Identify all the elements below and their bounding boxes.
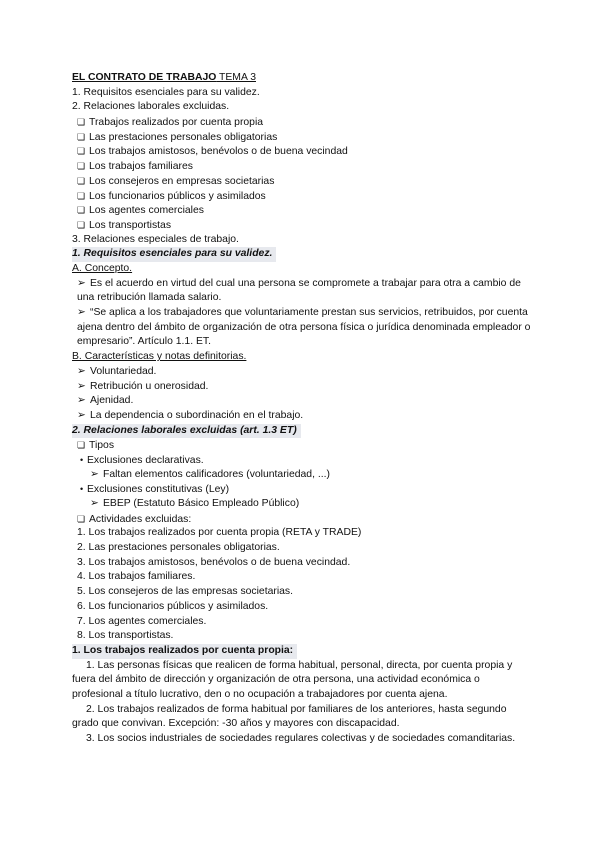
list-item: ➢ Voluntariedad. [72,365,532,380]
checkbox-bullet-icon: ❏ [77,161,86,172]
arrow-bullet-icon: ➢ [77,307,86,319]
index-item: 2. Relaciones laborales excluidas. [72,101,230,113]
checkbox-bullet-icon: ❏ [77,131,86,142]
section-heading: 2. Relaciones laborales excluidas (art. 1.3 ET) [72,424,532,439]
checkbox-bullet-icon: ❏ [77,117,86,128]
index-subitem: ❏ Los trabajos amistosos, benévolos o de buena vecindad [77,146,348,158]
numbered-item: 7. Los agentes comerciales. [77,615,207,627]
section-heading: 1. Los trabajos realizados por cuenta propia: [72,644,532,659]
list-item: • Exclusiones constitutivas (Ley) [80,484,230,496]
arrow-bullet-icon: ➢ [90,468,99,480]
arrow-bullet-icon: ➢ [77,277,86,289]
dot-bullet-icon: • [80,454,84,465]
numbered-item: 4. Los trabajos familiares. [77,571,196,583]
checkbox-bullet-icon: ❏ [77,205,86,216]
arrow-bullet-icon: ➢ [77,365,86,377]
checkbox-bullet-icon: ❏ [77,219,86,230]
checkbox-bullet-icon: ❏ [77,513,86,524]
numbered-item: 1. Los trabajos realizados por cuenta propia (RETA y TRADE) [77,527,362,539]
index-subitem: ❏ Los trabajos familiares [77,161,193,173]
list-item: ❏ Actividades excluidas: [77,513,192,525]
arrow-bullet-icon: ➢ [77,380,86,392]
paragraph: ➢ “Se aplica a los trabajadores que voluntariamente prestan sus servicios, retribuidos, por cuenta ajena dentro del ámbito de organización de otra persona física o jurídica denominada empleador o empresario”. Artículo 1.1. ET. [77,307,531,348]
index-item: 1. Requisitos esenciales para su validez. [72,86,260,98]
numbered-item: 6. Los funcionarios públicos y asimilados. [77,600,269,612]
numbered-item: 8. Los transportistas. [77,630,174,642]
list-item: ➢ EBEP (Estatuto Básico Empleado Público) [72,497,532,512]
subsection-title: A. Concepto. [72,262,133,274]
paragraph: 3. Los socios industriales de sociedades regulares colectivas y de sociedades comanditarias. [86,733,516,745]
index-subitem: ❏ Las prestaciones personales obligatorias [77,131,278,143]
list-item: ➢ La dependencia o subordinación en el trabajo. [72,409,532,424]
arrow-bullet-icon: ➢ [77,409,86,421]
paragraph: 2. Los trabajos realizados de forma habitual por familiares de los anteriores, hasta segundo grado que convivan. Excepción: -30 años y mayores con discapacidad. [72,703,507,730]
checkbox-bullet-icon: ❏ [77,146,86,157]
paragraph: ➢ Es el acuerdo en virtud del cual una persona se compromete a trabajar para otra a cambio de una retribución llamada salario. [77,277,521,304]
list-item: • Exclusiones declarativas. [80,454,204,466]
checkbox-bullet-icon: ❏ [77,440,86,451]
dot-bullet-icon: • [80,484,84,495]
arrow-bullet-icon: ➢ [77,395,86,407]
checkbox-bullet-icon: ❏ [77,175,86,186]
list-item: ➢ Faltan elementos calificadores (voluntariedad, ...) [72,468,532,483]
arrow-bullet-icon: ➢ [90,498,99,510]
checkbox-bullet-icon: ❏ [77,190,86,201]
index-item: 3. Relaciones especiales de trabajo. [72,233,239,245]
index-subitem: ❏ Los transportistas [77,219,172,231]
list-item: ➢ Ajenidad. [72,394,532,409]
index-subitem: ❏ Los consejeros en empresas societarias [77,175,275,187]
index-subitem: ❏ Los agentes comerciales [77,205,204,217]
index-subitem: ❏ Trabajos realizados por cuenta propia [77,117,264,129]
numbered-item: 5. Los consejeros de las empresas societarias. [77,586,294,598]
index-subitem: ❏ Los funcionarios públicos y asimilados [77,190,266,202]
paragraph: 1. Las personas físicas que realicen de forma habitual, personal, directa, por cuenta propia y fuera del ámbito de dirección y organización de otra persona, una actividad económica o profesional a título lucrativo, den o no ocupación a trabajadores por cuenta ajena. [72,659,513,700]
numbered-item: 3. Los trabajos amistosos, benévolos o de buena vecindad. [77,556,351,568]
document-page [72,71,532,747]
list-item: ❏ Tipos [77,440,115,452]
document-title: EL CONTRATO DE TRABAJO TEMA 3 [72,72,256,83]
section-heading: 1. Requisitos esenciales para su validez. [72,247,532,262]
numbered-item: 2. Las prestaciones personales obligatorias. [77,542,280,554]
subsection-title: B. Características y notas definitorias. [72,351,247,363]
list-item: ➢ Retribución u onerosidad. [72,380,532,395]
